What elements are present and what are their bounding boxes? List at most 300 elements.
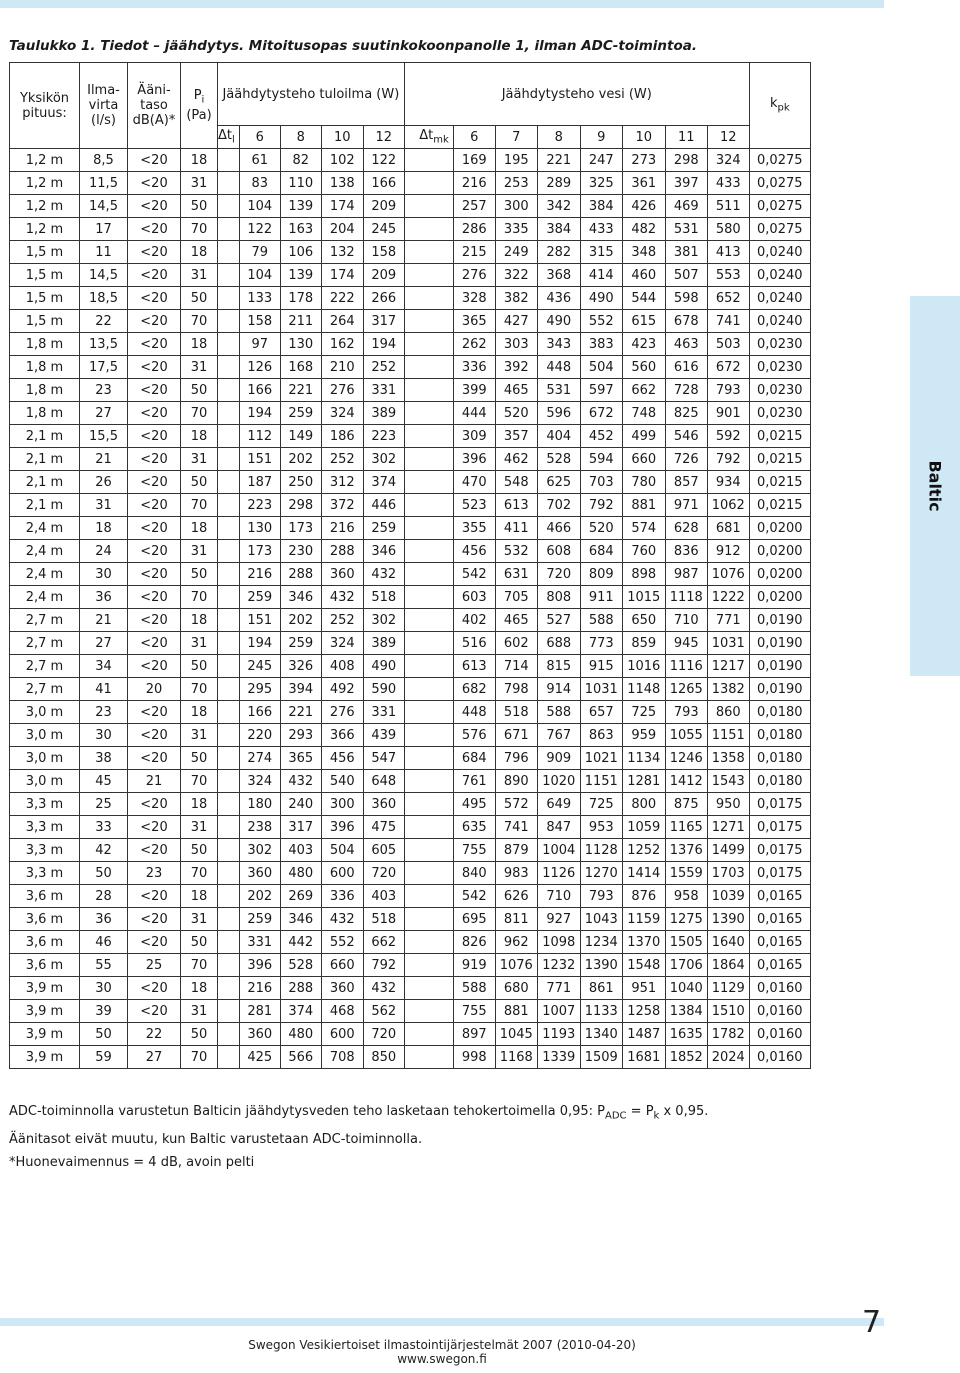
table-cell: 433	[707, 172, 749, 195]
table-cell: 1270	[580, 862, 622, 885]
table-cell: 298	[665, 149, 707, 172]
table-cell: 702	[537, 494, 580, 517]
table-cell: 760	[622, 540, 665, 563]
table-cell: 1,2 m	[10, 218, 80, 241]
table-cell: 475	[363, 816, 404, 839]
table-cell: 3,3 m	[10, 793, 80, 816]
table-cell: 15,5	[80, 425, 128, 448]
table-cell: 726	[665, 448, 707, 471]
table-cell	[218, 402, 240, 425]
table-cell	[218, 770, 240, 793]
table-cell: 399	[453, 379, 495, 402]
table-cell: 8,5	[80, 149, 128, 172]
table-cell: 257	[453, 195, 495, 218]
table-cell: 355	[453, 517, 495, 540]
table-cell: 31	[181, 356, 218, 379]
table-row	[10, 977, 811, 1000]
table-cell: <20	[128, 448, 181, 471]
table-cell: <20	[128, 586, 181, 609]
air-dt-col: 6	[239, 126, 280, 149]
table-cell: 552	[321, 931, 363, 954]
table-cell: 50	[181, 471, 218, 494]
table-cell: <20	[128, 977, 181, 1000]
table-cell	[404, 908, 453, 931]
table-cell: 662	[622, 379, 665, 402]
table-cell: <20	[128, 908, 181, 931]
table-cell: 465	[495, 609, 537, 632]
table-cell: 470	[453, 471, 495, 494]
table-cell: 439	[363, 724, 404, 747]
table-cell: 1039	[707, 885, 749, 908]
table-cell: 298	[280, 494, 321, 517]
table-cell: 384	[580, 195, 622, 218]
table-cell: 25	[128, 954, 181, 977]
table-cell	[218, 356, 240, 379]
table-cell	[404, 701, 453, 724]
table-cell: 962	[495, 931, 537, 954]
table-row	[10, 264, 811, 287]
table-cell	[218, 1046, 240, 1069]
table-cell	[404, 517, 453, 540]
table-cell	[404, 655, 453, 678]
table-cell: 2024	[707, 1046, 749, 1069]
table-cell: <20	[128, 172, 181, 195]
table-cell: 0,0275	[749, 172, 810, 195]
table-cell	[404, 218, 453, 241]
table-cell: 548	[495, 471, 537, 494]
table-cell: 21	[80, 609, 128, 632]
table-cell	[218, 172, 240, 195]
table-cell: 70	[181, 770, 218, 793]
table-cell: 598	[665, 287, 707, 310]
table-cell	[404, 310, 453, 333]
table-cell: 755	[453, 839, 495, 862]
table-cell: 532	[495, 540, 537, 563]
table-cell: 1134	[622, 747, 665, 770]
table-cell: 635	[453, 816, 495, 839]
table-cell: 210	[321, 356, 363, 379]
table-cell: 0,0275	[749, 218, 810, 241]
table-cell: 602	[495, 632, 537, 655]
table-cell: 252	[363, 356, 404, 379]
table-cell	[218, 149, 240, 172]
pressure-unit: (Pa)	[186, 107, 212, 123]
table-cell: 288	[280, 977, 321, 1000]
table-cell	[404, 149, 453, 172]
table-cell: 209	[363, 264, 404, 287]
table-cell: 50	[181, 839, 218, 862]
table-cell: 0,0180	[749, 770, 810, 793]
table-cell: 3,9 m	[10, 1023, 80, 1046]
table-cell: 30	[80, 977, 128, 1000]
table-row	[10, 195, 811, 218]
table-cell: 0,0200	[749, 517, 810, 540]
table-cell: 1098	[537, 931, 580, 954]
table-cell: 597	[580, 379, 622, 402]
table-cell: 31	[181, 816, 218, 839]
table-cell	[218, 816, 240, 839]
table-cell: 288	[280, 563, 321, 586]
table-cell: 3,0 m	[10, 747, 80, 770]
table-cell: 3,3 m	[10, 816, 80, 839]
table-cell: 209	[363, 195, 404, 218]
table-cell: 180	[239, 793, 280, 816]
table-cell: 365	[280, 747, 321, 770]
table-cell: 590	[363, 678, 404, 701]
table-cell: 780	[622, 471, 665, 494]
table-cell: 958	[665, 885, 707, 908]
table-cell: 953	[580, 816, 622, 839]
table-cell: 1,8 m	[10, 333, 80, 356]
table-cell: 2,4 m	[10, 563, 80, 586]
table-cell: 28	[80, 885, 128, 908]
table-cell: 523	[453, 494, 495, 517]
table-cell: 919	[453, 954, 495, 977]
table-cell	[404, 379, 453, 402]
table-cell: 1382	[707, 678, 749, 701]
table-cell	[404, 494, 453, 517]
table-cell: 876	[622, 885, 665, 908]
table-cell: 1390	[707, 908, 749, 931]
table-cell	[218, 632, 240, 655]
table-cell: 0,0165	[749, 931, 810, 954]
table-cell	[218, 379, 240, 402]
table-cell: 1,2 m	[10, 195, 80, 218]
table-cell: 1340	[580, 1023, 622, 1046]
kpk-header	[749, 63, 810, 149]
table-cell: 112	[239, 425, 280, 448]
table-cell: 468	[321, 1000, 363, 1023]
table-cell: 252	[321, 609, 363, 632]
table-cell: 1414	[622, 862, 665, 885]
table-cell: 139	[280, 195, 321, 218]
table-cell: 82	[280, 149, 321, 172]
table-cell: 951	[622, 977, 665, 1000]
table-cell: 915	[580, 655, 622, 678]
table-cell: 18	[181, 517, 218, 540]
table-cell: 174	[321, 195, 363, 218]
table-cell: 360	[239, 1023, 280, 1046]
table-cell: 671	[495, 724, 537, 747]
table-row	[10, 540, 811, 563]
table-cell: 324	[321, 402, 363, 425]
table-cell: 222	[321, 287, 363, 310]
table-cell: 680	[495, 977, 537, 1000]
table-cell: 1151	[707, 724, 749, 747]
table-cell: 504	[580, 356, 622, 379]
table-cell: 211	[280, 310, 321, 333]
table-cell: 520	[580, 517, 622, 540]
table-cell: 281	[239, 1000, 280, 1023]
table-cell: 909	[537, 747, 580, 770]
table-cell: 168	[280, 356, 321, 379]
table-cell: 792	[363, 954, 404, 977]
top-accent-bar	[0, 0, 884, 8]
table-cell	[218, 494, 240, 517]
table-cell: 809	[580, 563, 622, 586]
table-row	[10, 356, 811, 379]
table-cell: 971	[665, 494, 707, 517]
table-cell: <20	[128, 310, 181, 333]
table-cell: 0,0190	[749, 632, 810, 655]
table-cell: 3,6 m	[10, 885, 80, 908]
table-cell: 0,0190	[749, 678, 810, 701]
table-cell: 11,5	[80, 172, 128, 195]
table-cell: 495	[453, 793, 495, 816]
table-cell: 166	[363, 172, 404, 195]
table-cell: 3,3 m	[10, 862, 80, 885]
table-cell: 70	[181, 862, 218, 885]
table-cell: 427	[495, 310, 537, 333]
table-cell: 499	[622, 425, 665, 448]
table-cell: 875	[665, 793, 707, 816]
table-cell: 18	[181, 885, 218, 908]
table-cell	[218, 333, 240, 356]
table-cell: 705	[495, 586, 537, 609]
table-cell: 3,9 m	[10, 977, 80, 1000]
table-cell: 31	[181, 540, 218, 563]
table-cell: 580	[707, 218, 749, 241]
table-cell: 2,1 m	[10, 471, 80, 494]
table-cell	[404, 241, 453, 264]
table-cell: 259	[280, 402, 321, 425]
table-row	[10, 678, 811, 701]
table-cell: 615	[622, 310, 665, 333]
table-cell: 480	[280, 862, 321, 885]
table-cell: 660	[321, 954, 363, 977]
table-cell: 518	[495, 701, 537, 724]
table-cell: 1059	[622, 816, 665, 839]
table-cell: 215	[453, 241, 495, 264]
table-cell: 861	[580, 977, 622, 1000]
table-cell: 336	[321, 885, 363, 908]
table-cell: 792	[707, 448, 749, 471]
table-cell: 672	[580, 402, 622, 425]
table-cell: 720	[363, 862, 404, 885]
table-cell: 863	[580, 724, 622, 747]
table-cell: 657	[580, 701, 622, 724]
table-cell: 259	[239, 586, 280, 609]
table-cell	[404, 471, 453, 494]
table-cell: 252	[321, 448, 363, 471]
side-tab-label: Baltic	[925, 460, 945, 512]
table-cell: 195	[495, 149, 537, 172]
table-cell: 1559	[665, 862, 707, 885]
table-cell: 276	[321, 379, 363, 402]
table-cell: 110	[280, 172, 321, 195]
table-cell: 70	[181, 494, 218, 517]
table-cell: 465	[495, 379, 537, 402]
table-cell: 0,0215	[749, 448, 810, 471]
table-cell: 527	[537, 609, 580, 632]
table-cell: 221	[537, 149, 580, 172]
cooling-data-table	[9, 62, 811, 1069]
table-cell: 30	[80, 724, 128, 747]
water-dt-col: 7	[495, 126, 537, 149]
table-cell: 27	[80, 402, 128, 425]
table-cell: 269	[280, 885, 321, 908]
table-cell: 216	[239, 563, 280, 586]
table-cell: 613	[453, 655, 495, 678]
table-cell: 983	[495, 862, 537, 885]
air-dt-col: 10	[321, 126, 363, 149]
table-row	[10, 471, 811, 494]
table-cell: 366	[321, 724, 363, 747]
table-cell: 343	[537, 333, 580, 356]
table-cell: 793	[665, 701, 707, 724]
table-cell: 70	[181, 218, 218, 241]
table-cell: 796	[495, 747, 537, 770]
table-cell: 413	[707, 241, 749, 264]
table-cell: 1232	[537, 954, 580, 977]
table-cell	[404, 793, 453, 816]
table-cell: 815	[537, 655, 580, 678]
table-cell: 1510	[707, 1000, 749, 1023]
table-cell: 130	[239, 517, 280, 540]
table-cell: 0,0190	[749, 655, 810, 678]
pressure-header	[181, 63, 218, 149]
table-cell: 122	[239, 218, 280, 241]
table-cell: 1062	[707, 494, 749, 517]
table-cell: 456	[321, 747, 363, 770]
table-cell	[404, 402, 453, 425]
table-cell: 1076	[495, 954, 537, 977]
table-cell: 70	[181, 1046, 218, 1069]
table-cell: <20	[128, 356, 181, 379]
table-cell: 1681	[622, 1046, 665, 1069]
table-cell: 528	[537, 448, 580, 471]
table-cell: 1020	[537, 770, 580, 793]
table-cell: 18	[181, 793, 218, 816]
kpk-symbol: k	[769, 95, 778, 111]
table-cell: 360	[321, 563, 363, 586]
table-cell: 710	[665, 609, 707, 632]
table-cell: 1116	[665, 655, 707, 678]
table-cell: 18	[80, 517, 128, 540]
table-cell: 70	[181, 678, 218, 701]
table-cell: 50	[80, 862, 128, 885]
table-cell: 1281	[622, 770, 665, 793]
table-cell: 507	[665, 264, 707, 287]
pressure-subscript: i	[201, 94, 205, 106]
table-cell: 1015	[622, 586, 665, 609]
table-cell: 238	[239, 816, 280, 839]
table-cell: 881	[495, 1000, 537, 1023]
table-cell: <20	[128, 218, 181, 241]
table-cell	[404, 172, 453, 195]
table-cell	[218, 908, 240, 931]
table-cell: 3,0 m	[10, 701, 80, 724]
table-cell: 240	[280, 793, 321, 816]
table-cell: 798	[495, 678, 537, 701]
table-cell: 38	[80, 747, 128, 770]
table-cell: 381	[665, 241, 707, 264]
table-cell: 404	[537, 425, 580, 448]
table-cell: 987	[665, 563, 707, 586]
table-cell: 253	[495, 172, 537, 195]
table-row	[10, 425, 811, 448]
table-cell: 950	[707, 793, 749, 816]
table-cell: 346	[280, 586, 321, 609]
air-dt-col: 12	[363, 126, 404, 149]
table-cell: <20	[128, 839, 181, 862]
table-cell	[218, 839, 240, 862]
table-cell: 130	[280, 333, 321, 356]
table-cell: 2,4 m	[10, 540, 80, 563]
table-cell: 1706	[665, 954, 707, 977]
table-cell: 3,6 m	[10, 908, 80, 931]
table-cell: 0,0240	[749, 287, 810, 310]
table-cell: 626	[495, 885, 537, 908]
table-caption: Taulukko 1. Tiedot – jäähdytys. Mitoitusopas suutinkokoonpanolle 1, ilman ADC-toimintoa.	[9, 38, 698, 54]
table-cell: <20	[128, 931, 181, 954]
table-cell: 322	[495, 264, 537, 287]
unit-length-header: Yksikön pituus:	[10, 63, 80, 149]
table-cell: 23	[128, 862, 181, 885]
table-row	[10, 379, 811, 402]
table-cell: 126	[239, 356, 280, 379]
table-cell: 793	[580, 885, 622, 908]
table-cell: 442	[280, 931, 321, 954]
table-cell: 800	[622, 793, 665, 816]
table-cell: 1016	[622, 655, 665, 678]
table-cell: 898	[622, 563, 665, 586]
table-cell: 660	[622, 448, 665, 471]
table-cell: 1118	[665, 586, 707, 609]
table-cell: 572	[495, 793, 537, 816]
table-row	[10, 747, 811, 770]
note-room-attenuation: *Huonevaimennus = 4 dB, avoin pelti	[9, 1154, 255, 1170]
table-cell: 104	[239, 264, 280, 287]
table-cell: 462	[495, 448, 537, 471]
table-cell: 840	[453, 862, 495, 885]
table-cell: <20	[128, 517, 181, 540]
table-cell: 276	[453, 264, 495, 287]
table-cell: 18,5	[80, 287, 128, 310]
table-cell: 1,5 m	[10, 287, 80, 310]
table-cell: 2,1 m	[10, 494, 80, 517]
table-cell: 158	[363, 241, 404, 264]
table-cell: 616	[665, 356, 707, 379]
table-row	[10, 241, 811, 264]
table-cell: 50	[181, 655, 218, 678]
table-cell: <20	[128, 540, 181, 563]
table-cell: 50	[80, 1023, 128, 1046]
table-row	[10, 1023, 811, 1046]
table-cell: 382	[495, 287, 537, 310]
table-cell: 914	[537, 678, 580, 701]
table-cell: 432	[280, 770, 321, 793]
table-cell: 433	[580, 218, 622, 241]
table-cell: <20	[128, 563, 181, 586]
table-cell: 684	[453, 747, 495, 770]
table-cell: 761	[453, 770, 495, 793]
table-cell: 1076	[707, 563, 749, 586]
table-cell: 50	[181, 379, 218, 402]
table-cell: 0,0160	[749, 1000, 810, 1023]
table-cell: 1,5 m	[10, 264, 80, 287]
note-sound: Äänitasot eivät muutu, kun Baltic varustetaan ADC-toiminnolla.	[9, 1131, 423, 1147]
table-cell: 0,0240	[749, 264, 810, 287]
table-cell: 34	[80, 655, 128, 678]
table-cell: 300	[321, 793, 363, 816]
table-cell: 50	[181, 1023, 218, 1046]
table-cell	[218, 425, 240, 448]
table-cell: 1217	[707, 655, 749, 678]
table-cell: 725	[580, 793, 622, 816]
table-cell: 302	[363, 448, 404, 471]
table-cell: 927	[537, 908, 580, 931]
